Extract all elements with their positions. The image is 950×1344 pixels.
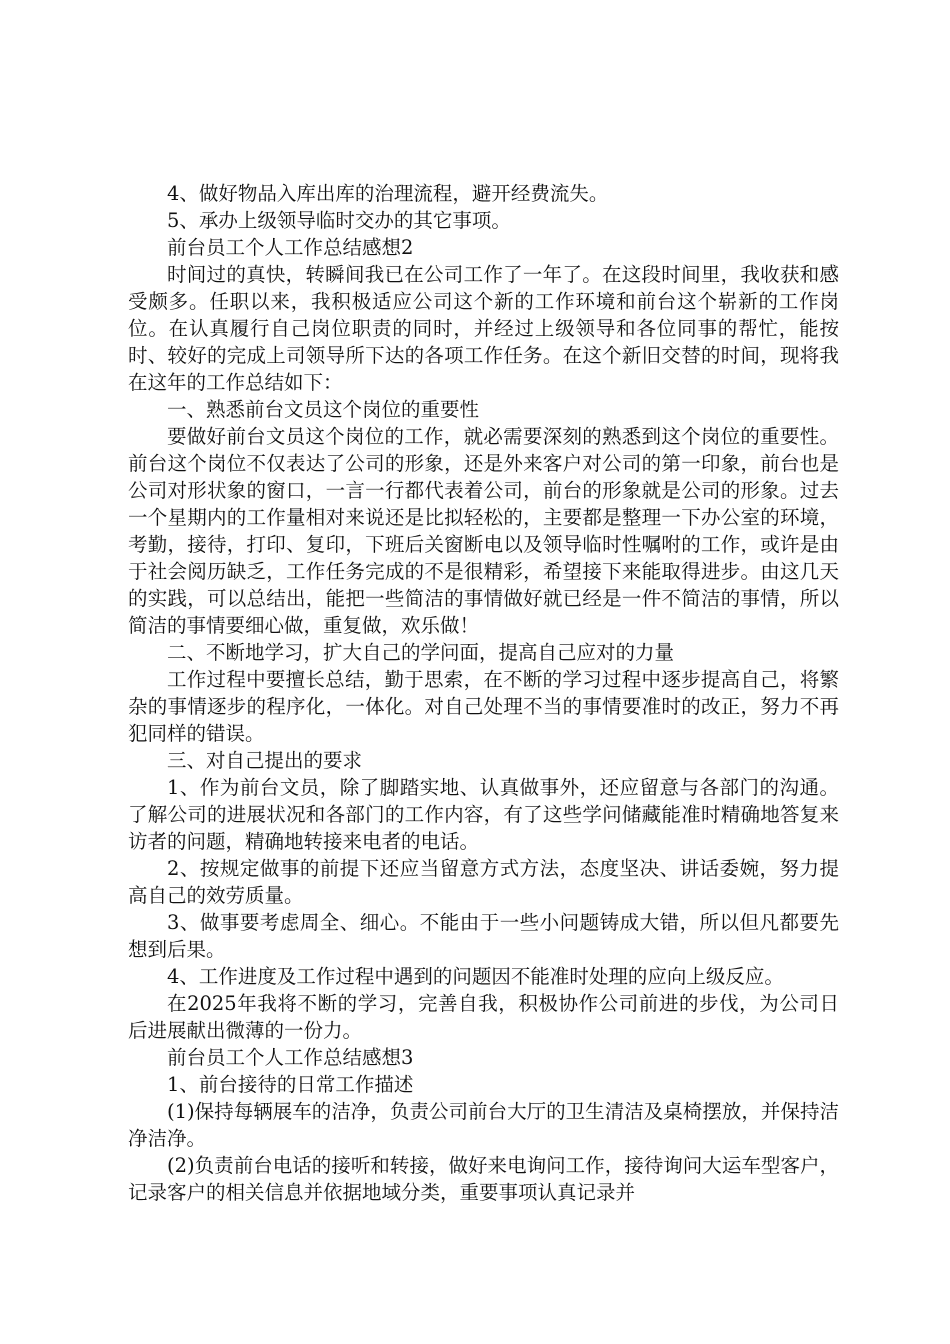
paragraph: 工作过程中要擅长总结，勤于思索，在不断的学习过程中逐步提高自己，将繁杂的事情逐步的程序化，一体化。对自己处理不当的事情要准时的改正，努力不再犯同样的错误。 [128,668,839,745]
list-item: 4、做好物品入库出库的治理流程，避开经费流失。 [167,182,609,205]
list-item: 2、按规定做事的前提下还应当留意方式方法，态度坚决、讲话委婉，努力提高自己的效劳质量。 [128,857,839,907]
document-page [128,180,839,1206]
section-heading: 一、熟悉前台文员这个岗位的重要性 [167,398,480,421]
paragraph: 时间过的真快，转瞬间我已在公司工作了一年了。在这段时间里，我收获和感受颇多。任职以来，我积极适应公司这个新的工作环境和前台这个崭新的工作岗位。在认真履行自己岗位职责的同时，并经过上级领导和各位同事的帮忙，能按时、较好的完成上司领导所下达的各项工作任务。在这个新旧交替的时间，现将我在这年的工作总结如下： [128,263,839,394]
paragraph: 在2025年我将不断的学习，完善自我，积极协作公司前进的步伐，为公司日后进展献出微薄的一份力。 [128,992,839,1042]
list-item: 1、作为前台文员，除了脚踏实地、认真做事外，还应留意与各部门的沟通。了解公司的进展状况和各部门的工作内容，有了这些学问储藏能准时精确地答复来访者的问题，精确地转接来电者的电话。 [128,776,839,853]
list-item: (1)保持每辆展车的洁净，负责公司前台大厅的卫生清洁及桌椅摆放，并保持洁净洁净。 [128,1100,839,1150]
list-item: 5、承办上级领导临时交办的其它事项。 [167,209,511,232]
list-item: 4、工作进度及工作过程中遇到的问题因不能准时处理的应向上级反应。 [167,965,784,988]
list-item: (2)负责前台电话的接听和转接，做好来电询问工作，接待询问大运车型客户，记录客户的相关信息并依据地域分类，重要事项认真记录并 [128,1154,839,1204]
section-heading: 二、不断地学习，扩大自己的学问面，提高自己应对的力量 [167,641,675,664]
paragraph: 要做好前台文员这个岗位的工作，就必需要深刻的熟悉到这个岗位的重要性。前台这个岗位不仅表达了公司的形象，还是外来客户对公司的第一印象，前台也是公司对形状象的窗口，一言一行都代表着公司，前台的形象就是公司的形象。过去一个星期内的工作量相对来说还是比拟轻松的，主要都是整理一下办公室的环境，考勤，接待，打印、复印，下班后关窗断电以及领导临时性嘱咐的工作，或许是由于社会阅历缺乏，工作任务完成的不是很精彩，希望接下来能取得进步。由这几天的实践，可以总结出，能把一些简洁的事情做好就已经是一件不简洁的事情，所以简洁的事情要细心做，重复做，欢乐做！ [128,425,839,637]
section-title: 前台员工个人工作总结感想3 [167,1046,414,1069]
section-heading: 三、对自己提出的要求 [167,749,363,772]
section-title: 前台员工个人工作总结感想2 [167,236,414,259]
list-item: 3、做事要考虑周全、细心。不能由于一些小问题铸成大错，所以但凡都要先想到后果。 [128,911,839,961]
section-heading: 1、前台接待的日常工作描述 [167,1073,414,1096]
